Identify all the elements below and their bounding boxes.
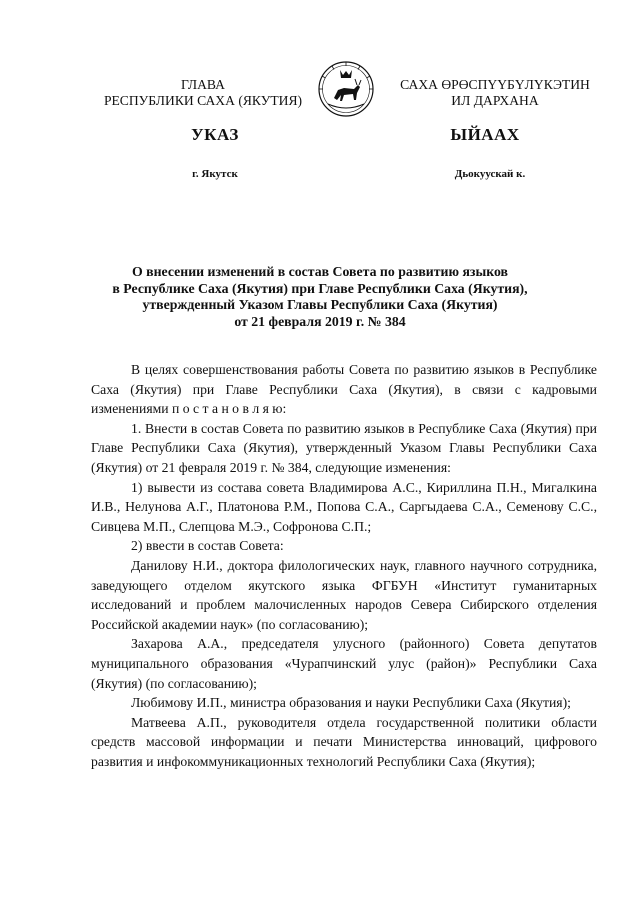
paragraph-member-zakharov: Захарова А.А., председателя улусного (районного) Совета депутатов муниципального образования «Чурапчинский улус (район)» Республики Саха (Якутия) (по согласованию); (91, 636, 597, 691)
paragraph-member-matveev: Матвеева А.П., руководителя отдела государственной политики области средств массовой информации и печати Министерства инноваций, цифрового развития и инфокоммуникационных технологий Республики Саха (Якутия); (91, 714, 597, 769)
coat-of-arms-emblem (316, 60, 376, 118)
header-right-line2: ИЛ ДАРХАНА (451, 93, 539, 108)
paragraph-item-1: 1. Внести в состав Совета по развитию языков в Республике Саха (Якутия) при Главе Республики Саха (Якутия), утвержденный Указом Главы Республики Саха (Якутия) от 21 февраля 2019 г. № 384, следующие изменения: (91, 420, 597, 475)
title-line-3: утвержденный Указом Главы Республики Саха (Якутия) (142, 297, 498, 312)
header-left (88, 77, 318, 109)
paragraph-add-members: 2) ввести в состав Совета: (131, 538, 284, 554)
doc-type-right: ЫЙААХ (450, 125, 520, 144)
document-title (70, 264, 570, 330)
city-right: Дьокуускай к. (454, 168, 526, 180)
paragraph-remove-members: 1) вывести из состава совета Владимирова А.С., Кириллина П.Н., Мигалкина И.В., Нелунова А.Г., Платонова Р.М., Попова С.А., Саргыдаева С.А., Семенову С.С., Сивцева М.П., Слепцова М.Э., Софронова С.П.; (91, 479, 597, 534)
paragraph-member-lyubimova: Любимову И.П., министра образования и науки Республики Саха (Якутия); (131, 695, 571, 711)
title-line-2: в Республике Саха (Якутия) при Главе Республики Саха (Якутия), (112, 280, 528, 296)
paragraph-member-danilova: Данилову Н.И., доктора филологических наук, главного научного сотрудника, заведующего отделом якутского языка ФГБУН «Институт гуманитарных исследований и проблем малочисленных народов Севера Сибирского отделения Российской академии наук» (по согласованию); (91, 557, 597, 632)
title-line-4: от 21 февраля 2019 г. № 384 (234, 313, 406, 329)
header-left-line1: ГЛАВА (181, 77, 225, 92)
header-left-line2: РЕСПУБЛИКИ САХА (ЯКУТИЯ) (103, 93, 303, 108)
doc-type-left: УКАЗ (191, 125, 239, 144)
header-right (380, 77, 610, 109)
header-right-line1: САХА ӨРӨСПҮҮБҮЛҮКЭТИН (400, 77, 590, 92)
title-line-1: О внесении изменений в состав Совета по развитию языков (131, 264, 509, 279)
document-body (91, 360, 597, 771)
paragraph-preamble: В целях совершенствования работы Совета по развитию языков в Республике Саха (Якутия) при Главе Республики Саха (Якутия), в связи с кадровыми изменениями п о с т а н о в л я ю: (91, 362, 597, 417)
city-left: г. Якутск (192, 168, 238, 180)
